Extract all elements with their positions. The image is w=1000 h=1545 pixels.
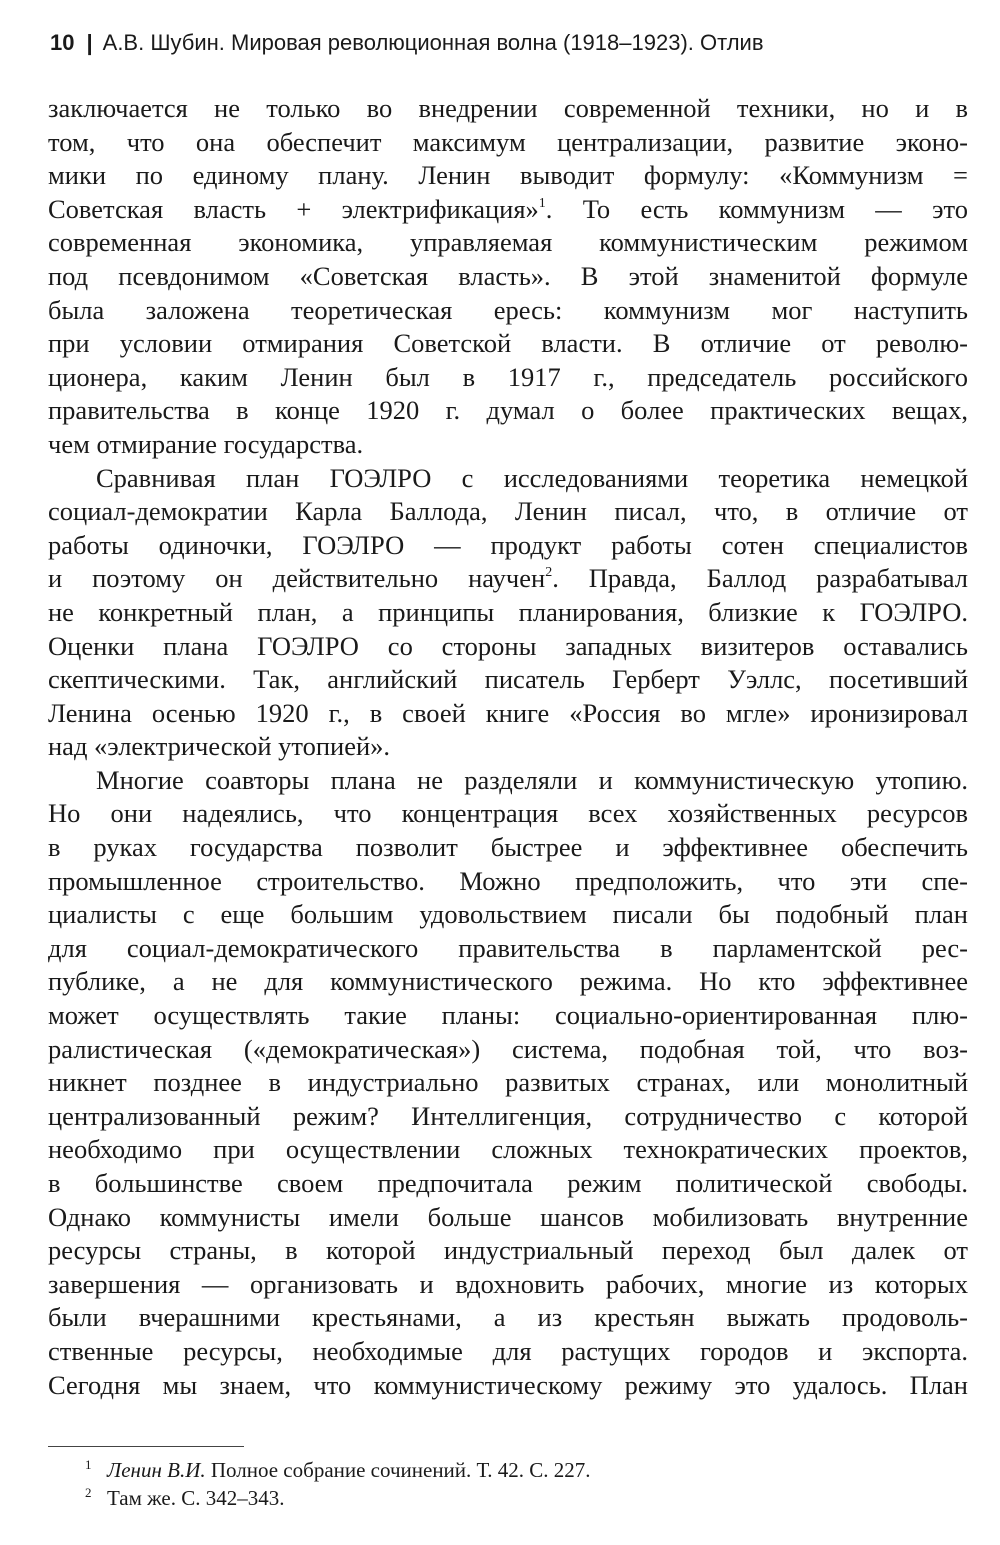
text-line: циалисты с еще большим удовольствием писали бы подобный план [48,899,968,930]
text-line: Многие соавторы плана не разделяли и коммунистическую утопию. [96,764,968,795]
text-line: ственные ресурсы, необходимые для растущих городов и экспорта. [48,1335,968,1366]
text-line-with-footnote [48,562,968,596]
footnote-text: Полное собрание сочинений. Т. 42. С. 227. [205,1458,591,1482]
footnote-ref-1[interactable]: 1 [538,195,546,211]
text-line: в руках государства позволит быстрее и эффективнее обеспечить [48,832,968,863]
text-line: социал-демократии Карла Баллода, Ленин писал, что, в отличие от [48,496,968,527]
text-line: Сегодня мы знаем, что коммунистическому режиму это удалось. План [48,1369,968,1400]
text-line: Сравнивая план ГОЭЛРО с исследованиями теоретика немецкой [96,462,968,493]
text-line: завершения — организовать и вдохновить рабочих, многие из которых [48,1268,968,1299]
text-line: Оценки плана ГОЭЛРО со стороны западных визитеров оставались [48,630,968,661]
text-line: для социал-демократического правительства в парламентской рес- [48,932,968,963]
footnote-ref-2[interactable]: 2 [545,565,553,581]
footnote-divider [48,1446,244,1447]
paragraph-3 [48,764,968,1402]
running-head [50,28,950,58]
footnote-1: 1 Ленин В.И. Полное собрание сочинений. Т. 42. С. 227. [85,1457,591,1482]
text-line: не конкретный план, а принципы планирования, близкие к ГОЭЛРО. [48,596,968,627]
text-line: скептическими. Так, английский писатель Герберт Уэллс, посетивший [48,664,968,695]
text-line: в большинстве своем предпочитала режим политической свободы. [48,1168,968,1198]
text-line: мики по единому плану. Ленин выводит формулу: «Коммунизм = [48,160,968,191]
line-text: Советская власть + электрификация» [48,193,539,224]
text-line: при условии отмирания Советской власти. В отличие от револю- [48,328,968,359]
text-line: промышленное строительство. Можно предположить, что эти спе- [48,865,968,896]
text-line: под псевдонимом «Советская власть». В этой знаменитой формуле [48,260,968,291]
footnote-2: 2 Там же. С. 342–343. [85,1485,285,1510]
text-line: никнет позднее в индустриально развитых странах, или монолитный [48,1067,968,1098]
header-separator: | [86,30,93,55]
running-title: А.В. Шубин. Мировая революционная волна (1918–1923). Отлив [102,30,764,55]
page-number: 10 [50,30,75,55]
footnote-author: Ленин В.И. [107,1458,206,1482]
text-line: Но они надеялись, что концентрация всех хозяйственных ресурсов [48,798,968,829]
text-line: работы одиночки, ГОЭЛРО — продукт работы сотен специалистов [48,529,968,560]
text-line: заключается не только во внедрении современной техники, но и в [48,93,968,123]
paragraph-2 [48,462,968,764]
text-line: ционера, каким Ленин был в 1917 г., председатель российского [48,361,968,392]
body-text [48,92,968,1402]
text-line: ралистическая («демократическая») система, подобная той, что воз- [48,1033,968,1064]
text-line: Ленина осенью 1920 г., в своей книге «Россия во мгле» иронизировал [48,697,968,728]
text-line-with-footnote [48,193,968,227]
text-line: необходимо при осуществлении сложных технократических проектов, [48,1134,968,1165]
text-line: может осуществлять такие планы: социально-ориентированная плю- [48,1000,968,1031]
text-line: Однако коммунисты имели больше шансов мобилизовать внутренние [48,1201,968,1232]
paragraph-1 [48,92,968,462]
text-line: над «электрической утопией». [48,731,391,762]
text-line: правительства в конце 1920 г. думал о более практических вещах, [48,395,968,426]
footnote-text: Там же. С. 342–343. [107,1486,285,1510]
line-text: . Правда, Баллод разрабатывал [552,563,968,594]
text-line: были вчерашними крестьянами, а из крестьян выжать продоволь- [48,1302,968,1333]
line-text: . То есть коммунизм — это [545,193,968,224]
text-line: чем отмирание государства. [48,428,364,459]
text-line: ресурсы страны, в которой индустриальный переход был далек от [48,1235,968,1266]
footnotes [85,1456,945,1512]
text-line: была заложена теоретическая ересь: коммунизм мог наступить [48,294,968,325]
text-line: централизованный режим? Интеллигенция, сотрудничество с которой [48,1100,968,1131]
text-line: том, что она обеспечит максимум централизации, развитие эконо- [48,126,968,157]
line-text: и поэтому он действительно научен [48,563,546,594]
text-line: современная экономика, управляемая коммунистическим режимом [48,227,968,258]
text-line: публике, а не для коммунистического режима. Но кто эффективнее [48,966,968,997]
